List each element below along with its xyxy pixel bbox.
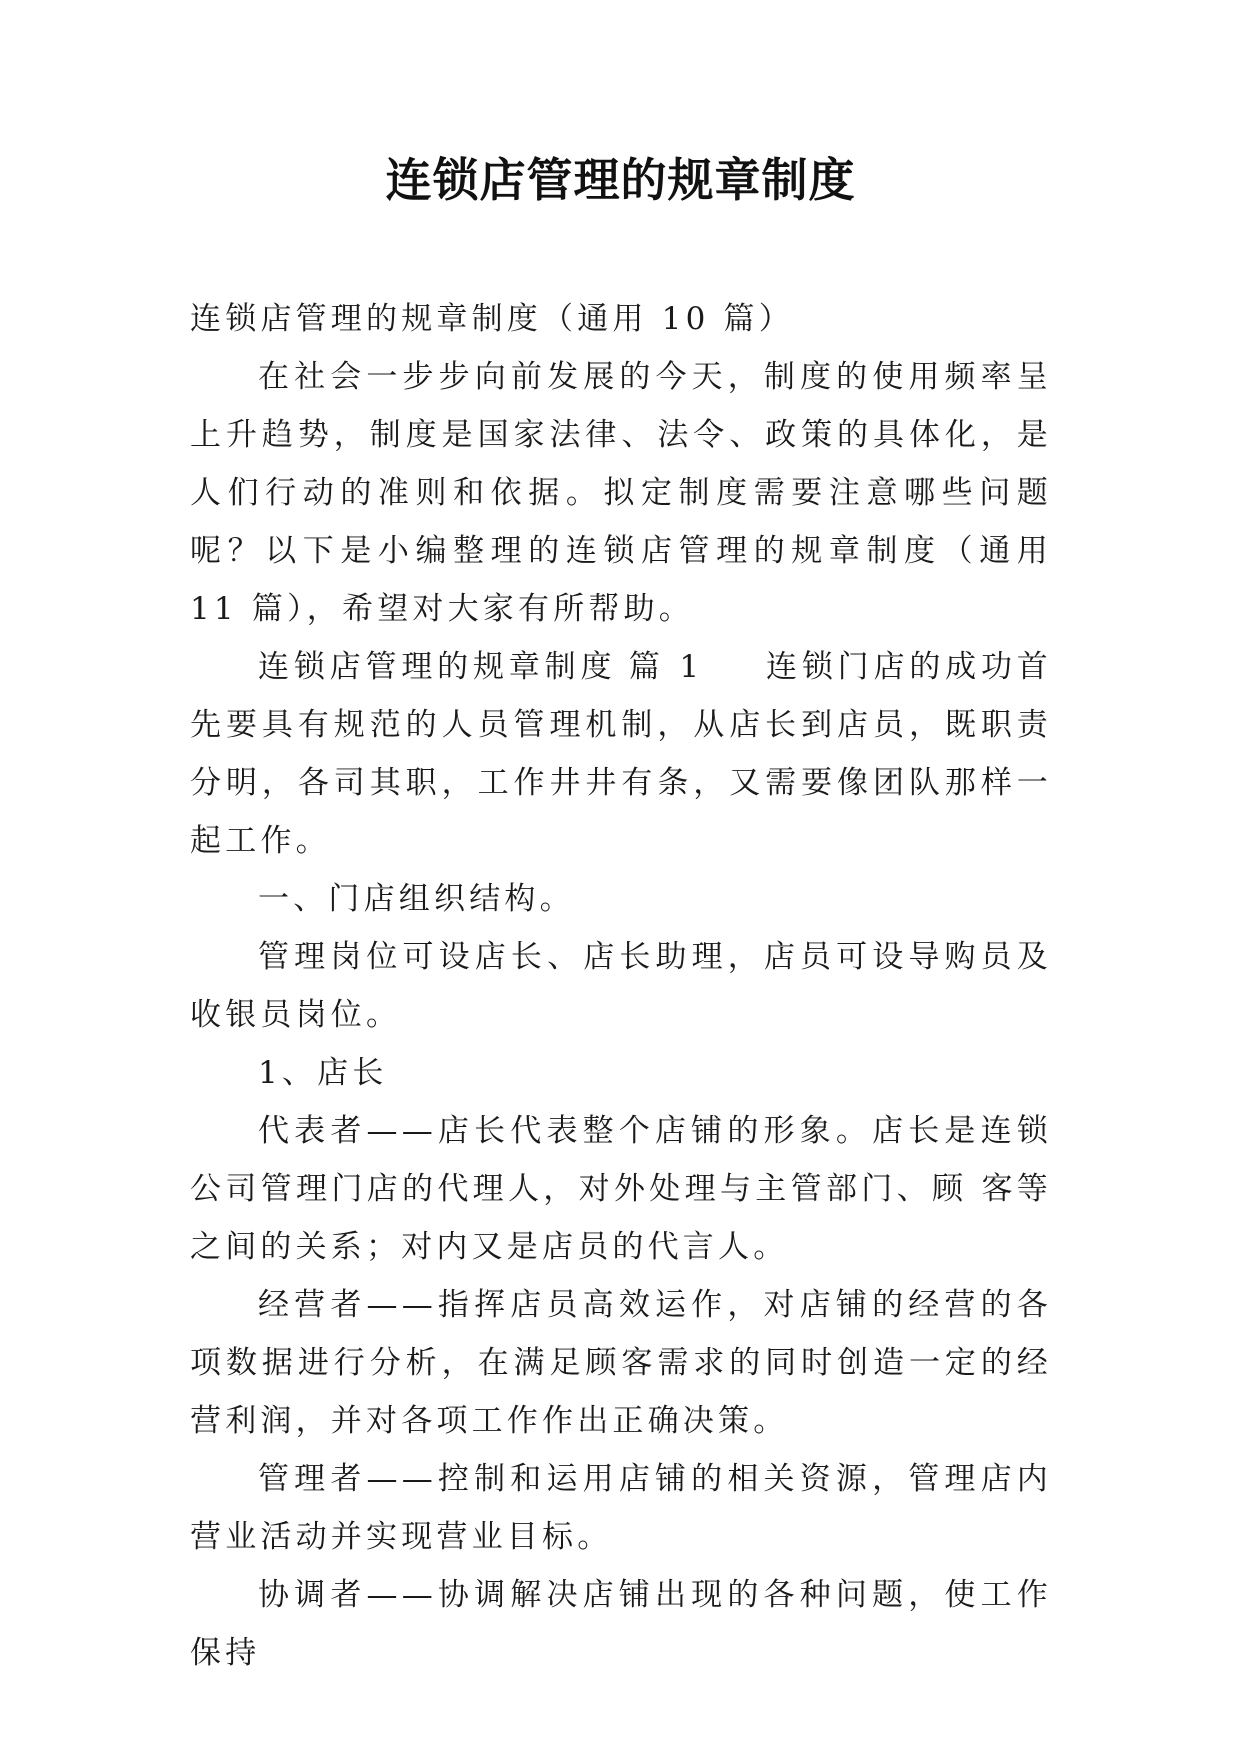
org-structure-heading: 一、门店组织结构。 [258, 881, 575, 917]
document-subtitle: 连锁店管理的规章制度（通用 10 篇） [190, 301, 794, 337]
section-1-paragraph [190, 638, 1052, 870]
document-body [190, 290, 1052, 1682]
representative-paragraph: 代表者——店长代表整个店铺的形象。店长是连锁公司管理门店的代理人，对外处理与主管部门、顾 客等之间的关系；对内又是店员的代言人。 [190, 1113, 1052, 1265]
section-1-text: 连锁门店的成功首先要具有规范的人员管理机制，从店长到店员，既职责分明，各司其职，工作井井有条，又需要像团队那样一起工作。 [190, 649, 1053, 859]
intro-paragraph: 在社会一步步向前发展的今天，制度的使用频率呈上升趋势，制度是国家法律、法令、政策的具体化，是人们行动的准则和依据。拟定制度需要注意哪些问题呢？以下是小编整理的连锁店管理的规章制度（通用 11 篇），希望对大家有所帮助。 [190, 359, 1052, 627]
section-1-heading: 连锁店管理的规章制度 [258, 649, 617, 685]
manager-paragraph: 管理者——控制和运用店铺的相关资源，管理店内营业活动并实现营业目标。 [190, 1461, 1052, 1555]
section-1-label: 篇 1 [628, 649, 704, 685]
coordinator-paragraph: 协调者——协调解决店铺出现的各种问题，使工作保持 [190, 1577, 1052, 1671]
operator-paragraph: 经营者——指挥店员高效运作，对店铺的经营的各项数据进行分析，在满足顾客需求的同时创造一定的经营利润，并对各项工作作出正确决策。 [190, 1287, 1052, 1439]
document-title: 连锁店管理的规章制度 [385, 153, 856, 207]
store-manager-heading: 1、店长 [258, 1055, 388, 1091]
positions-paragraph: 管理岗位可设店长、店长助理，店员可设导购员及收银员岗位。 [190, 939, 1052, 1033]
